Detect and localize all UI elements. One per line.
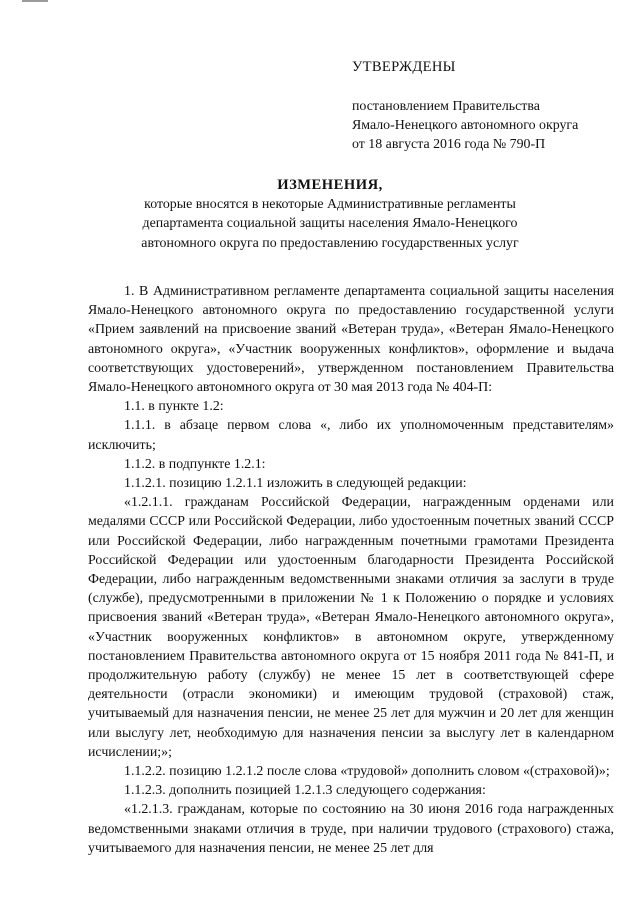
paragraph-1-1-2: 1.1.2. в подпункте 1.2.1: [124, 456, 266, 472]
paragraph-quoted-1-2-1-3: «1.2.1.3. гражданам, которые по состоянию на 30 июня 2016 года награжденных ведомственными знаками отличия в труде, при наличии трудового (страхового) стажа, учитываемого для назначения пенсии, не менее 25 лет для [88, 802, 614, 856]
approval-line: от 18 августа 2016 года № 790-П [352, 137, 546, 153]
document-title: ИЗМЕНЕНИЯ, [277, 177, 383, 193]
paragraph-1-1-2-3: 1.1.2.3. дополнить позицией 1.2.1.3 следующего содержания: [124, 783, 486, 799]
document-subtitle-line: департамента социальной защиты населения Ямало-Ненецкого [142, 216, 518, 232]
approval-line: постановлением Правительства [352, 99, 540, 115]
paragraph-1-1-2-1: 1.1.2.1. позицию 1.2.1.1 изложить в следующей редакции: [124, 476, 467, 492]
document-body [88, 282, 614, 858]
paragraph-1-1-1: 1.1.1. в абзаце первом слова «, либо их уполномоченным представителям» исключить; [88, 418, 614, 453]
approval-line: Ямало-Ненецкого автономного округа [352, 118, 579, 134]
approval-block [352, 58, 622, 154]
paragraph-quoted-1-2-1-1: «1.2.1.1. гражданам Российской Федерации, награжденным орденами или медалями СССР или Российской Федерации, либо удостоенным почетных званий СССР или Российской Федерации, либо награжденным почетными грамотами Президента Российской Федерации или удостоенным благодарности Президента Российской Федерации, либо награжденным ведомственными знаками отличия за заслуги в труде (службе), предусмотренными в приложении № 1 к Положению о порядке и условиях присвоения званий «Ветеран труда», «Ветеран Ямало-Ненецкого автономного округа», «Участник вооруженных конфликтов» в автономном округе, утвержденному постановлением Правительства автономного округа от 15 ноября 2011 года № 841-П, и продолжительную работу (службу) не менее 15 лет в соответствующей сфере деятельности (отрасли экономики) и имеющим трудовой (страховой) стаж, учитываемый для назначения пенсии, не менее 25 лет для мужчин и 20 лет для женщин или выслугу лет, необходимую для назначения пенсии за выслугу лет в календарном исчислении;»; [88, 495, 614, 760]
paragraph-1: 1. В Административном регламенте департамента социальной защиты населения Ямало-Ненецкого автономного округа по предоставлению государственной услуги «Прием заявлений на присвоение званий «Ветеран труда», «Ветеран Ямало-Ненецкого автономного округа», «Участник вооруженных конфликтов», оформление и выдача соответствующих удостоверений», утвержденном постановлением Правительства Ямало-Ненецкого автономного округа от 30 мая 2013 года № 404-П: [88, 284, 614, 396]
document-heading [120, 176, 540, 253]
paragraph-1-1: 1.1. в пункте 1.2: [124, 399, 224, 415]
scan-corner-mark [22, 0, 48, 2]
approval-title: УТВЕРЖДЕНЫ [352, 59, 456, 75]
document-subtitle-line: автономного округа по предоставлению государственных услуг [141, 235, 519, 251]
paragraph-1-1-2-2: 1.1.2.2. позицию 1.2.1.2 после слова «трудовой» дополнить словом «(страховой)»; [124, 764, 610, 780]
document-subtitle-line: которые вносятся в некоторые Административные регламенты [144, 197, 516, 212]
